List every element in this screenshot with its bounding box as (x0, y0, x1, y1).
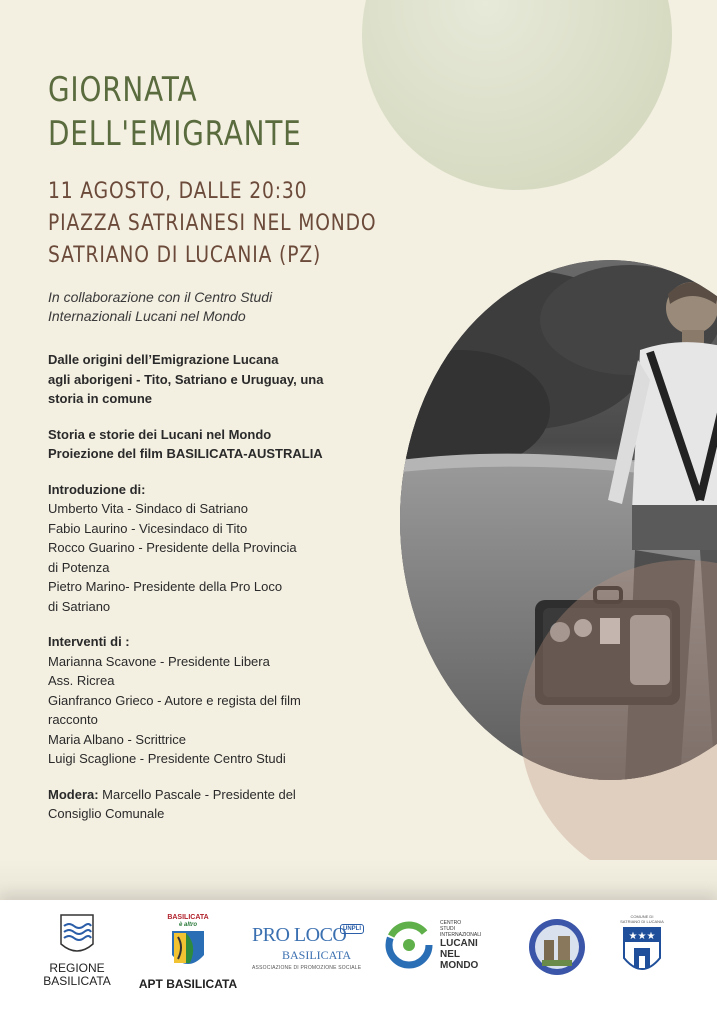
apt-basilicata-logo (132, 914, 244, 991)
event-details (48, 176, 376, 272)
talks-line: Gianfranco Grieco - Autore e regista del film (48, 692, 301, 708)
moderator-line-2: Consiglio Comunale (48, 806, 165, 821)
event-date-time: 11 AGOSTO, DALLE 20:30 (48, 179, 308, 204)
intro-line: Fabio Laurino - Vicesindaco di Tito (48, 520, 248, 536)
regione-basilicata-logo (38, 914, 116, 988)
apt-label: APT BASILICATA (138, 977, 238, 991)
event-town: SATRIANO DI LUCANIA (PZ) (48, 243, 322, 268)
regione-line-2: BASILICATA (43, 974, 111, 988)
comune-satriano-logo (614, 914, 670, 980)
apt-sub-label: è altro (178, 922, 197, 928)
comune-shield-icon (622, 926, 662, 980)
proloco-tagline: ASSOCIAZIONE DI PROMOZIONE SOCIALE (252, 965, 362, 971)
intro-line: di Satriano (48, 598, 111, 614)
intro-line: Pietro Marino- Presidente della Pro Loco (48, 579, 283, 594)
centro-line-2: STUDI (440, 926, 455, 932)
collaboration-note (48, 288, 388, 326)
apt-shield-icon (168, 929, 208, 973)
proloco-main-label: PRO LOCO (252, 924, 347, 946)
intro-line: Rocco Guarino - Presidente della Provincia (48, 540, 297, 555)
centro-line-1: CENTRO (440, 920, 462, 926)
intro-heading: Introduzione di: (48, 481, 146, 497)
talks-line: Ass. Ricrea (48, 673, 115, 688)
association-badge-icon (528, 918, 586, 976)
comune-line-1: COMUNE DI (630, 914, 654, 919)
centro-line-5: NEL (440, 949, 460, 960)
moderator-name: Marcello Pascale - Presidente del (98, 786, 296, 802)
sponsor-logos-bar (0, 900, 717, 1024)
section1-line-3: storia in comune (48, 391, 153, 406)
intro-line: Umberto Vita - Sindaco di Satriano (48, 501, 248, 516)
apt-top-label: BASILICATA (167, 914, 209, 921)
proloco-sub-label: BASILICATA (282, 948, 352, 962)
regione-line-1: REGIONE (49, 961, 105, 975)
talks-heading: Interventi di : (48, 634, 130, 649)
intro-line: di Potenza (48, 559, 110, 575)
centro-line-4: LUCANI (440, 938, 478, 949)
collaboration-line-2: Internazionali Lucani nel Mondo (48, 308, 246, 324)
section1-line-2: agli aborigeni - Tito, Satriano e Uruguay, una (48, 371, 324, 387)
talks-line: Marianna Scavone - Presidente Libera (48, 653, 270, 669)
centro-line-3: INTERNAZIONALI (440, 932, 482, 938)
talks-line: Luigi Scaglione - Presidente Centro Studi (48, 751, 286, 766)
title-line-2: DELL'EMIGRANTE (48, 114, 302, 154)
event-place: PIAZZA SATRIANESI NEL MONDO (48, 211, 377, 236)
proloco-basilicata-logo (252, 924, 368, 971)
footer-shadow (0, 860, 717, 900)
unpli-badge: UNPLI (340, 924, 364, 934)
comune-line-2: SATRIANO DI LUCANIA (620, 919, 664, 924)
centro-line-6: MONDO (440, 960, 479, 971)
section2-line-2: Proiezione del film BASILICATA-AUSTRALIA (48, 446, 323, 461)
event-title (48, 68, 302, 156)
talks-line: racconto (48, 712, 98, 727)
moderator-line-1 (48, 785, 378, 805)
section1-line-1: Dalle origini dell’Emigrazione Lucana (48, 352, 279, 367)
green-circle-decoration (362, 0, 672, 190)
centro-studi-ring-icon (384, 920, 434, 970)
svg-text:★★★: ★★★ (628, 931, 656, 942)
association-round-logo (528, 918, 586, 981)
program-text (48, 350, 378, 824)
title-line-1: GIORNATA (48, 70, 198, 110)
moderator-label: Modera: (48, 786, 99, 802)
section2-line-1: Storia e storie dei Lucani nel Mondo (48, 426, 272, 442)
regione-shield-icon (60, 914, 94, 958)
talks-line: Maria Albano - Scrittrice (48, 731, 186, 747)
collaboration-line-1: In collaborazione con il Centro Studi (48, 289, 273, 305)
